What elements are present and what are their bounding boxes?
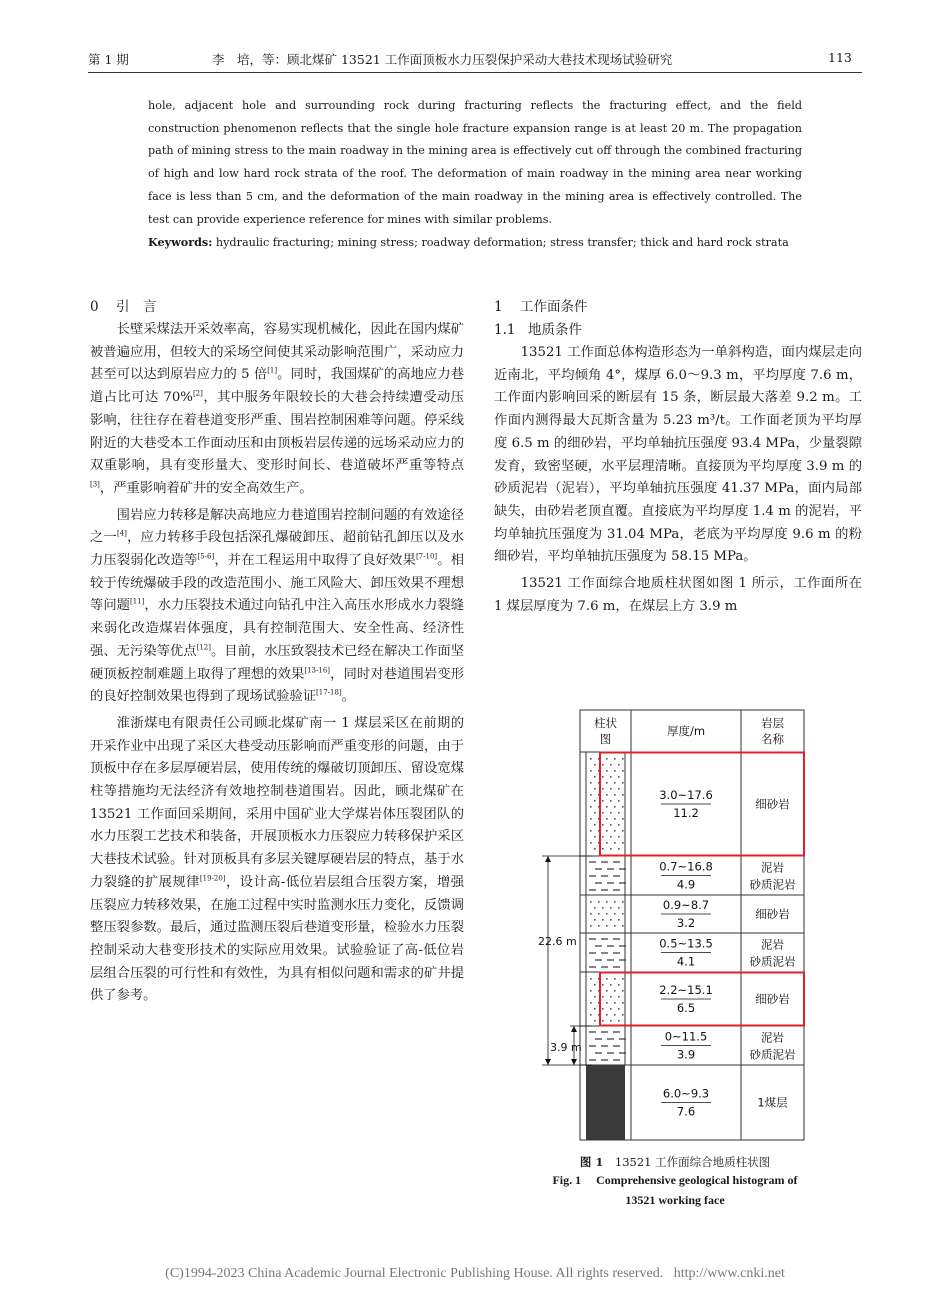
sandstone-dot [610, 919, 612, 921]
citation: [17-18] [316, 688, 342, 697]
sandstone-dot [606, 925, 608, 927]
caption-cn [530, 1154, 820, 1170]
header-thickness-label: 厚度/m [666, 724, 706, 738]
sandstone-dot [594, 848, 596, 850]
sandstone-dot [618, 776, 620, 778]
sandstone-dot [594, 788, 596, 790]
header-column-label: 柱状 [594, 716, 617, 730]
sandstone-dot [594, 800, 596, 802]
thickness-range: 0.7~16.8 [659, 859, 713, 874]
sandstone-dot [594, 1020, 596, 1022]
sandstone-dot [614, 913, 616, 915]
sandstone-dot [590, 913, 592, 915]
keywords-label: Keywords: [148, 235, 213, 250]
citation: [19-20] [199, 874, 226, 883]
subsection-number: 1.1 [494, 322, 516, 338]
sandstone-dot [610, 764, 612, 766]
rock-name: 泥岩 [761, 937, 784, 952]
sandstone-dot [606, 770, 608, 772]
sandstone-dot [618, 812, 620, 814]
rock-name: 砂质泥岩 [749, 954, 796, 969]
sandstone-dot [606, 830, 608, 832]
keywords [148, 231, 802, 255]
sandstone-dot [594, 907, 596, 909]
sandstone-dot [622, 794, 624, 796]
thickness-average: 7.6 [676, 1104, 696, 1119]
right-column [494, 342, 862, 618]
thickness-average: 6.5 [676, 1001, 696, 1015]
sandstone-dot [606, 758, 608, 760]
sandstone-dot [606, 901, 608, 903]
thickness-range: 0.9~8.7 [662, 898, 710, 912]
intro-paragraph-1: 长壁采煤法开采效率高，容易实现机械化，因此在国内煤矿被普遍应用，但较大的采场空间使其采动影响范围广，采动应力甚至可以达到原岩应力的 5 倍[1]。同时，我国煤矿的高地应力巷道占比可达 70%[2]，其中服务年限较长的大巷会持续遭受动压影响，往往存在着巷道变形严重、围岩控制困难等问题。停采线附近的大巷受本工作面动压和由顶板岩层传递的远场采动应力的双重影响，具有变形量大、变形时间长、巷道破坏严重等特点[3]，严重影响着矿井的安全高效生产。 [90, 322, 465, 496]
sandstone-dot [622, 830, 624, 832]
dim-arrow [545, 1059, 551, 1065]
sandstone-dot [622, 925, 624, 927]
sandstone-dot [622, 782, 624, 784]
thickness-average: 11.2 [673, 806, 699, 820]
sandstone-dot [594, 1008, 596, 1010]
sandstone-dot [602, 812, 604, 814]
sandstone-dot [606, 794, 608, 796]
thickness-range: 6.0~9.3 [662, 1086, 710, 1101]
sandstone-dot [602, 776, 604, 778]
citation: [4] [116, 529, 127, 538]
sandstone-dot [614, 830, 616, 832]
sandstone-dot [606, 1014, 608, 1016]
sandstone-dot [590, 770, 592, 772]
rock-name: 泥岩 [761, 860, 784, 875]
sandstone-dot [614, 842, 616, 844]
sandstone-dot [610, 836, 612, 838]
dim-label-3-9: 3.9 m [550, 1041, 582, 1054]
citation: [3] [90, 480, 100, 489]
sandstone-dot [622, 818, 624, 820]
sandstone-dot [606, 806, 608, 808]
rock-name: 细砂岩 [755, 992, 790, 1006]
header-rule [88, 72, 862, 73]
sandstone-dot [598, 925, 600, 927]
sandstone-dot [614, 1002, 616, 1004]
rock-name: 泥岩 [761, 1030, 784, 1045]
sandstone-dot [614, 978, 616, 980]
sandstone-dot [614, 1014, 616, 1016]
sandstone-dot [618, 764, 620, 766]
sandstone-dot [598, 913, 600, 915]
sandstone-dot [594, 984, 596, 986]
sandstone-dot [590, 990, 592, 992]
sandstone-dot [618, 996, 620, 998]
coal-seam-fill [586, 1065, 625, 1140]
section-0-title: 引 言 [116, 299, 157, 315]
header-column-label: 图 [599, 732, 612, 746]
section-1-heading [494, 296, 588, 319]
sandstone-dot [590, 830, 592, 832]
sandstone-dot [618, 1008, 620, 1010]
sandstone-dot [614, 806, 616, 808]
sandstone-dot [602, 788, 604, 790]
sandstone-dot [590, 782, 592, 784]
header-rock-label: 名称 [761, 732, 784, 746]
geology-paragraph-2: 13521 工作面综合地质柱状图如图 1 所示，工作面所在 1 煤层厚度为 7.6 m，在煤层上方 3.9 m [494, 576, 862, 614]
sandstone-dot [610, 996, 612, 998]
geological-column-figure [536, 700, 836, 1150]
dim-arrow [571, 1059, 577, 1065]
sandstone-dot [606, 990, 608, 992]
sandstone-dot [602, 1008, 604, 1010]
sandstone-dot [614, 794, 616, 796]
sandstone-dot [618, 800, 620, 802]
citation: [13-16] [304, 666, 331, 675]
sandstone-dot [610, 824, 612, 826]
sandstone-dot [610, 788, 612, 790]
thickness-range: 3.0~17.6 [659, 788, 713, 802]
figure-caption [530, 1154, 820, 1210]
sandstone-dot [590, 806, 592, 808]
sandstone-dot [610, 776, 612, 778]
sandstone-dot [594, 764, 596, 766]
sandstone-dot [618, 836, 620, 838]
section-1-title: 工作面条件 [520, 299, 588, 315]
sandstone-dot [602, 764, 604, 766]
sandstone-dot [618, 907, 620, 909]
sandstone-dot [622, 842, 624, 844]
citation: [12] [196, 643, 211, 652]
sandstone-dot [622, 1014, 624, 1016]
sandstone-dot [602, 836, 604, 838]
sandstone-dot [622, 990, 624, 992]
sandstone-dot [614, 990, 616, 992]
sandstone-dot [590, 818, 592, 820]
citation: [7-10] [415, 552, 438, 561]
sandstone-dot [610, 812, 612, 814]
intro-paragraph-2: 围岩应力转移是解决高地应力巷道围岩控制问题的有效途径之一[4]，应力转移手段包括深孔爆破卸压、超前钻孔卸压以及水力压裂弱化改造等[5-6]，并在工程运用中取得了良好效果[7-10]。相较于传统爆破手段的改造范围小、施工风险大、卸压效果不理想等问题[11]，水力压裂技术通过向钻孔中注入高压水形成水力裂缝来弱化改造煤岩体强度，具有控制范围大、安全性高、经济性强、无污染等优点[12]。目前，水压致裂技术已经在解决工作面坚硬顶板控制难题上取得了理想的效果[13-16]，同时对巷道围岩变形的良好控制效果也得到了现场试验验证[17-18]。 [90, 507, 465, 705]
sandstone-dot [622, 770, 624, 772]
sandstone-dot [602, 848, 604, 850]
sandstone-dot [602, 824, 604, 826]
sandstone-dot [622, 901, 624, 903]
sandstone-dot [622, 913, 624, 915]
footer [0, 1266, 950, 1282]
subsection-title: 地质条件 [528, 322, 582, 338]
sandstone-dot [606, 782, 608, 784]
sandstone-dot [598, 901, 600, 903]
sandstone-dot [610, 848, 612, 850]
thickness-range: 0~11.5 [664, 1029, 708, 1044]
copyright-text: (C)1994-2023 China Academic Journal Electronic Publishing House. All rights reserved. [165, 1266, 664, 1281]
sandstone-dot [602, 800, 604, 802]
sandstone-dot [618, 788, 620, 790]
sandstone-dot [606, 1002, 608, 1004]
thickness-average: 4.1 [676, 954, 696, 969]
rock-name: 砂质泥岩 [749, 877, 796, 892]
page-number: 113 [828, 50, 852, 65]
journal-issue: 第 1 期 [88, 52, 129, 67]
sandstone-dot [610, 1020, 612, 1022]
sandstone-dot [594, 836, 596, 838]
sandstone-dot [590, 758, 592, 760]
sandstone-dot [594, 996, 596, 998]
sandstone-dot [610, 907, 612, 909]
sandstone-dot [590, 978, 592, 980]
rock-name: 细砂岩 [755, 797, 790, 811]
thickness-range: 0.5~13.5 [659, 936, 713, 951]
intro-paragraph-3: 淮浙煤电有限责任公司顾北煤矿南一 1 煤层采区在前期的开采作业中出现了采区大巷受动压影响而严重变形的问题，由于顶板中存在多层厚硬岩层，使用传统的爆破切顶卸压、留设宽煤柱等措施均无法经济有效地控制巷道围岩。因此，顾北煤矿在 13521 工作面回采期间，采用中国矿业大学煤岩体压裂团队的水力压裂工艺技术和装备，开展顶板水力压裂应力转移保护采区大巷技术试验。针对顶板具有多层关键厚硬岩层的特点，基于水力裂缝的扩展规律[19-20]，设计高-低位岩层组合压裂方案，增强压裂应力转移效果，在施工过程中实时监测水压力变化，反馈调整压裂参数。最后，通过监测压裂后巷道变形量，检验水力压裂控制采动大巷变形技术的实际应用效果。试验验证了高-低位岩层组合压裂的可行性和有效性，为具有相似问题和需求的矿井提供了参考。 [90, 715, 464, 1004]
sandstone-dot [602, 1020, 604, 1022]
sandstone-dot [618, 1020, 620, 1022]
thickness-range: 2.2~15.1 [659, 983, 713, 997]
running-title: 李 培，等：顾北煤矿 13521 工作面顶板水力压裂保护采动大巷技术现场试验研究 [212, 52, 673, 67]
sandstone-dot [590, 1002, 592, 1004]
sandstone-dot [594, 812, 596, 814]
caption-en-line-1: Fig. 1 Comprehensive geological histogram of [552, 1173, 798, 1187]
section-0-number: 0 [90, 299, 99, 315]
sandstone-dot [622, 978, 624, 980]
sandstone-dot [602, 996, 604, 998]
dim-arrow [545, 856, 551, 862]
sandstone-dot [594, 824, 596, 826]
header-rock-label: 岩层 [761, 716, 784, 730]
sandstone-dot [618, 848, 620, 850]
sandstone-dot [606, 913, 608, 915]
caption-en-line-2: 13521 working face [625, 1193, 725, 1207]
caption-cn-label: 图 1 [579, 1155, 604, 1169]
sandstone-dot [618, 824, 620, 826]
citation: [11] [129, 598, 145, 607]
thickness-average: 4.9 [676, 877, 696, 892]
cnki-url: http://www.cnki.net [673, 1266, 785, 1281]
sandstone-dot [590, 901, 592, 903]
sandstone-dot [590, 1014, 592, 1016]
sandstone-dot [614, 758, 616, 760]
caption-cn-text: 13521 工作面综合地质柱状图 [614, 1155, 771, 1169]
sandstone-dot [614, 925, 616, 927]
sandstone-dot [622, 758, 624, 760]
left-column [90, 319, 464, 1008]
sandstone-dot [618, 984, 620, 986]
sandstone-dot [610, 800, 612, 802]
abstract-body: hole, adjacent hole and surrounding rock during fracturing reflects the fracturing effect, and the field construction phenomenon reflects that the single hole fracture expansion range is at least 20 m. The propagation path of mining stress to the main roadway in the mining area is effectively cut off through the combined fracturing of high and low hard rock strata of the roof. The deformation of main roadway in the mining area near working face is less than 5 cm, and the deformation of the main roadway in the mining area is effectively controlled. The test can provide experience reference for mines with similar problems. [148, 99, 802, 226]
geology-paragraph-1: 13521 工作面总体构造形态为一单斜构造，面内煤层走向近南北，平均倾角 4°，煤厚 6.0～9.3 m，平均厚度 7.6 m，工作面内影响回采的断层有 15 条，断层最大落差 9.2 m。工作面内测得最大瓦斯含量为 5.23 m³/t。工作面老顶为平均厚度 6.5 m 的细砂岩，平均单轴抗压强度 93.4 MPa，少量裂隙发育，致密坚硬，水平层理清晰。直接顶为平均厚度 3.9 m 的砂质泥岩（泥岩），平均单轴抗压强度 41.37 MPa，面内局部缺失，由砂岩老顶直覆。直接底为平均厚度 1.4 m 的泥岩，平均单轴抗压强度为 31.04 MPa，老底为平均厚度 9.6 m 的粉细砂岩，平均单轴抗压强度为 58.15 MPa。 [494, 345, 862, 565]
sandstone-dot [618, 919, 620, 921]
citation: [1] [267, 366, 278, 375]
keywords-text: hydraulic fracturing; mining stress; roadway deformation; stress transfer; thick and hard rock strata [215, 236, 789, 250]
sandstone-dot [606, 818, 608, 820]
sandstone-dot [614, 901, 616, 903]
citation: [2] [192, 389, 203, 398]
sandstone-dot [590, 925, 592, 927]
sandstone-dot [610, 1008, 612, 1010]
section-1-number: 1 [494, 299, 503, 315]
subsection-1-1-heading [494, 319, 582, 342]
sandstone-dot [606, 978, 608, 980]
sandstone-dot [602, 907, 604, 909]
sandstone-dot [590, 794, 592, 796]
citation: [5-6] [197, 552, 215, 561]
sandstone-dot [602, 984, 604, 986]
rock-name: 1煤层 [757, 1095, 788, 1110]
sandstone-dot [610, 984, 612, 986]
sandstone-dot [606, 842, 608, 844]
sandstone-dot [602, 919, 604, 921]
sandstone-dot [622, 806, 624, 808]
dim-label-22-6: 22.6 m [538, 935, 577, 948]
sandstone-dot [614, 782, 616, 784]
section-0-heading [90, 296, 157, 319]
english-abstract [148, 95, 802, 255]
sandstone-dot [614, 770, 616, 772]
thickness-average: 3.9 [676, 1047, 696, 1062]
sandstone-dot [622, 1002, 624, 1004]
sandstone-dot [594, 776, 596, 778]
rock-name: 砂质泥岩 [749, 1047, 796, 1062]
sandstone-dot [590, 842, 592, 844]
sandstone-dot [614, 818, 616, 820]
thickness-average: 3.2 [676, 916, 696, 930]
dim-arrow [571, 1026, 577, 1032]
rock-name: 细砂岩 [755, 907, 790, 921]
sandstone-dot [594, 919, 596, 921]
